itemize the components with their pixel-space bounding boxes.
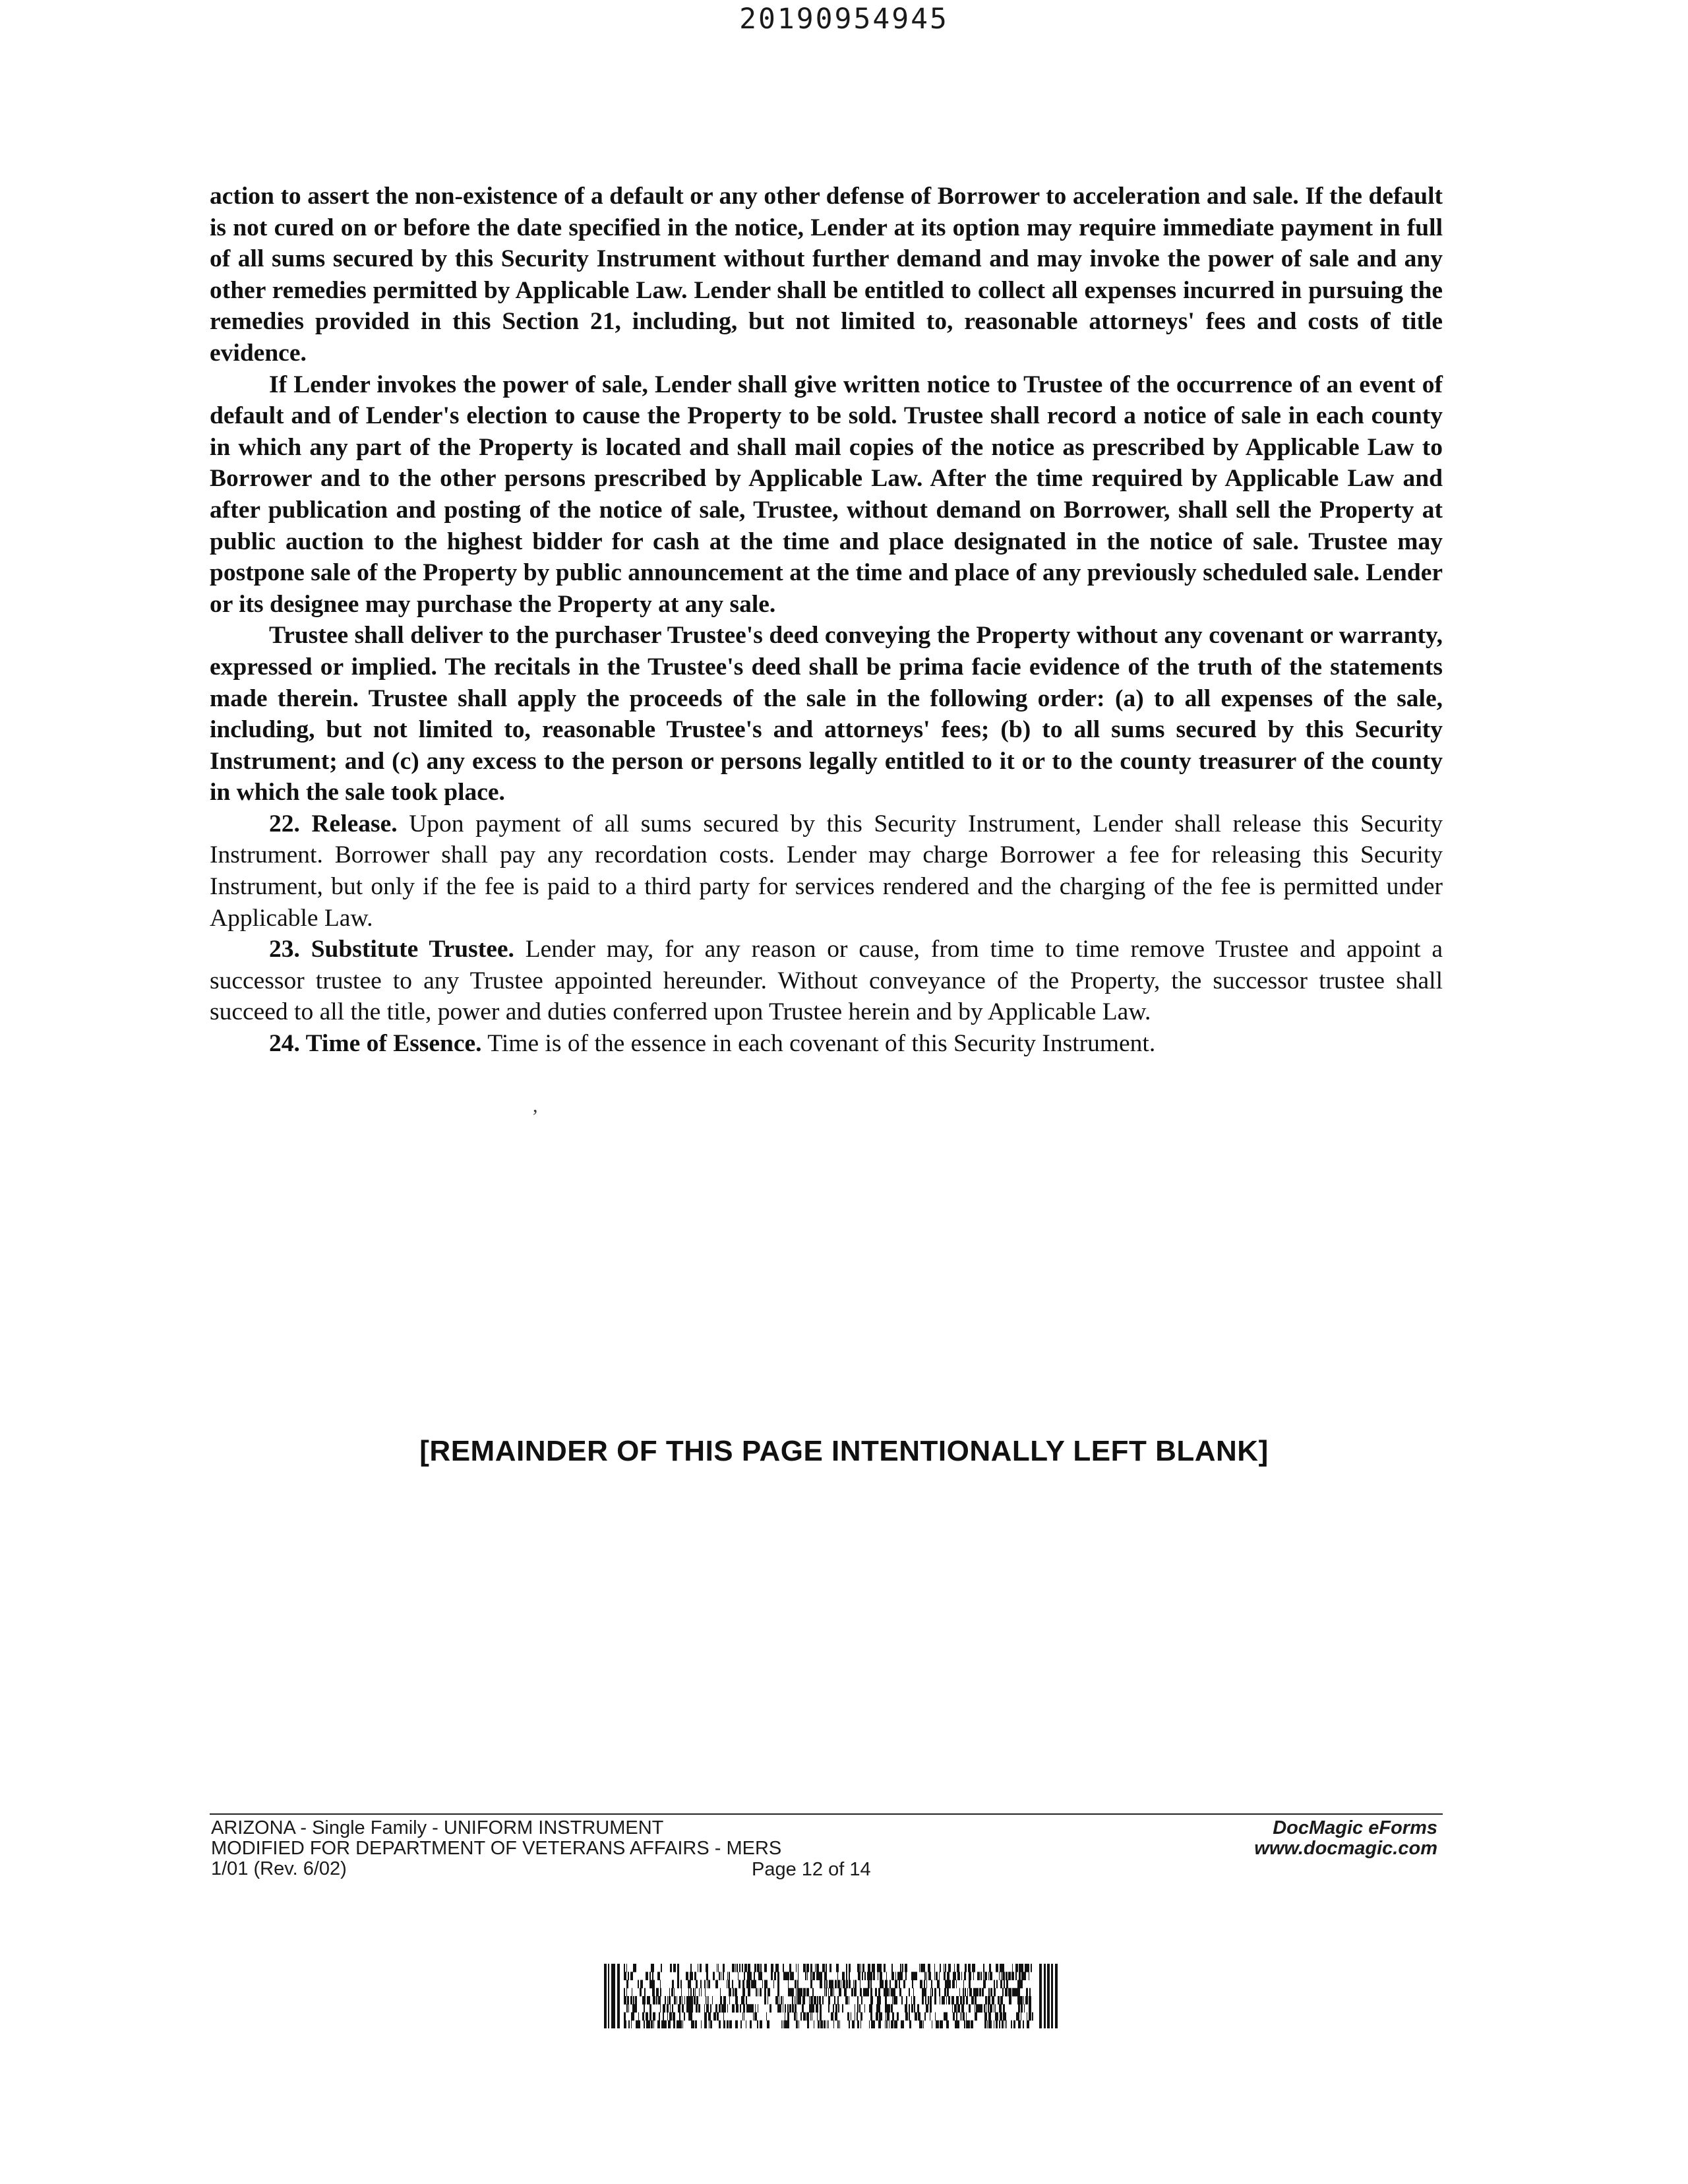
section-22-text: Upon payment of all sums secured by this Security Instrument, Lender shall release this Security Instrument. Borrower shall pay any recordation costs. Lender may charge Borrower a fee for releasing this Security Instrument, but only if the fee is paid to a third party for services rendered and the charging of the fee is permitted under Applicable Law.: [210, 810, 1443, 932]
document-body: [210, 181, 1443, 1060]
footer-brand: [1254, 1818, 1437, 1859]
section-22-release: [210, 808, 1443, 934]
section-23-text: Lender may, for any reason or cause, from time to time remove Trustee and appoint a successor trustee to any Trustee appointed hereunder. Without conveyance of the Property, the successor trustee shall succeed to all the title, power and duties conferred upon Trustee herein and by Applicable Law.: [210, 936, 1443, 1026]
footer-form-line-2: MODIFIED FOR DEPARTMENT OF VETERANS AFFAIRS - MERS: [211, 1838, 782, 1859]
section-24-time-of-essence: [210, 1028, 1443, 1060]
stray-scan-mark: ,: [533, 1095, 538, 1116]
barcode-image: [604, 1964, 1059, 2028]
brand-website: www.docmagic.com: [1254, 1838, 1437, 1859]
page-number: Page 12 of 14: [752, 1859, 871, 1880]
section-24-heading: 24. Time of Essence.: [269, 1030, 482, 1058]
footer-form-line-1: ARIZONA - Single Family - UNIFORM INSTRUMENT: [211, 1817, 664, 1838]
brand-logo: DocMagic eForms: [1273, 1817, 1437, 1838]
section-23-substitute-trustee: [210, 934, 1443, 1028]
paragraph-power-of-sale: If Lender invokes the power of sale, Lender shall give written notice to Trustee of the occurrence of an event of default and of Lender's election to cause the Property to be sold. Trustee shall record a notice of sale in each county in which any part of the Property is located and shall mail copies of the notice as prescribed by Applicable Law to Borrower and to the other persons prescribed by Applicable Law. After the time required by Applicable Law and after publication and posting of the notice of sale, Trustee, without demand on Borrower, shall sell the Property at public auction to the highest bidder for cash at the time and place designated in the notice of sale. Trustee may postpone sale of the Property by public announcement at the time and place of any previously scheduled sale. Lender or its designee may purchase the Property at any sale.: [210, 371, 1443, 618]
section-24-text: Time is of the essence in each covenant of this Security Instrument.: [487, 1030, 1156, 1058]
section-23-heading: 23. Substitute Trustee.: [269, 936, 514, 963]
footer-form-info: [211, 1818, 781, 1879]
footer-divider: [210, 1813, 1443, 1815]
document-number: 20190954945: [739, 3, 949, 36]
paragraph-default-acceleration: action to assert the non-existence of a default or any other defense of Borrower to acceleration and sale. If the default is not cured on or before the date specified in the notice, Lender at its option may require immediate payment in full of all sums secured by this Security Instrument without further demand and may invoke the power of sale and any other remedies permitted by Applicable Law. Lender shall be entitled to collect all expenses incurred in pursuing the remedies provided in this Section 21, including, but not limited to, reasonable attorneys' fees and costs of title evidence.: [210, 183, 1443, 367]
blank-page-notice: [REMAINDER OF THIS PAGE INTENTIONALLY LEFT BLANK]: [419, 1435, 1269, 1467]
paragraph-trustee-deed: Trustee shall deliver to the purchaser Trustee's deed conveying the Property without any covenant or warranty, expressed or implied. The recitals in the Trustee's deed shall be prima facie evidence of the truth of the statements made therein. Trustee shall apply the proceeds of the sale in the following order: (a) to all expenses of the sale, including, but not limited to, reasonable Trustee's and attorneys' fees; (b) to all sums secured by this Security Instrument; and (c) any excess to the person or persons legally entitled to it or to the county treasurer of the county in which the sale took place.: [210, 622, 1443, 806]
footer-form-line-3: 1/01 (Rev. 6/02): [211, 1858, 347, 1879]
section-22-heading: 22. Release.: [269, 810, 398, 837]
